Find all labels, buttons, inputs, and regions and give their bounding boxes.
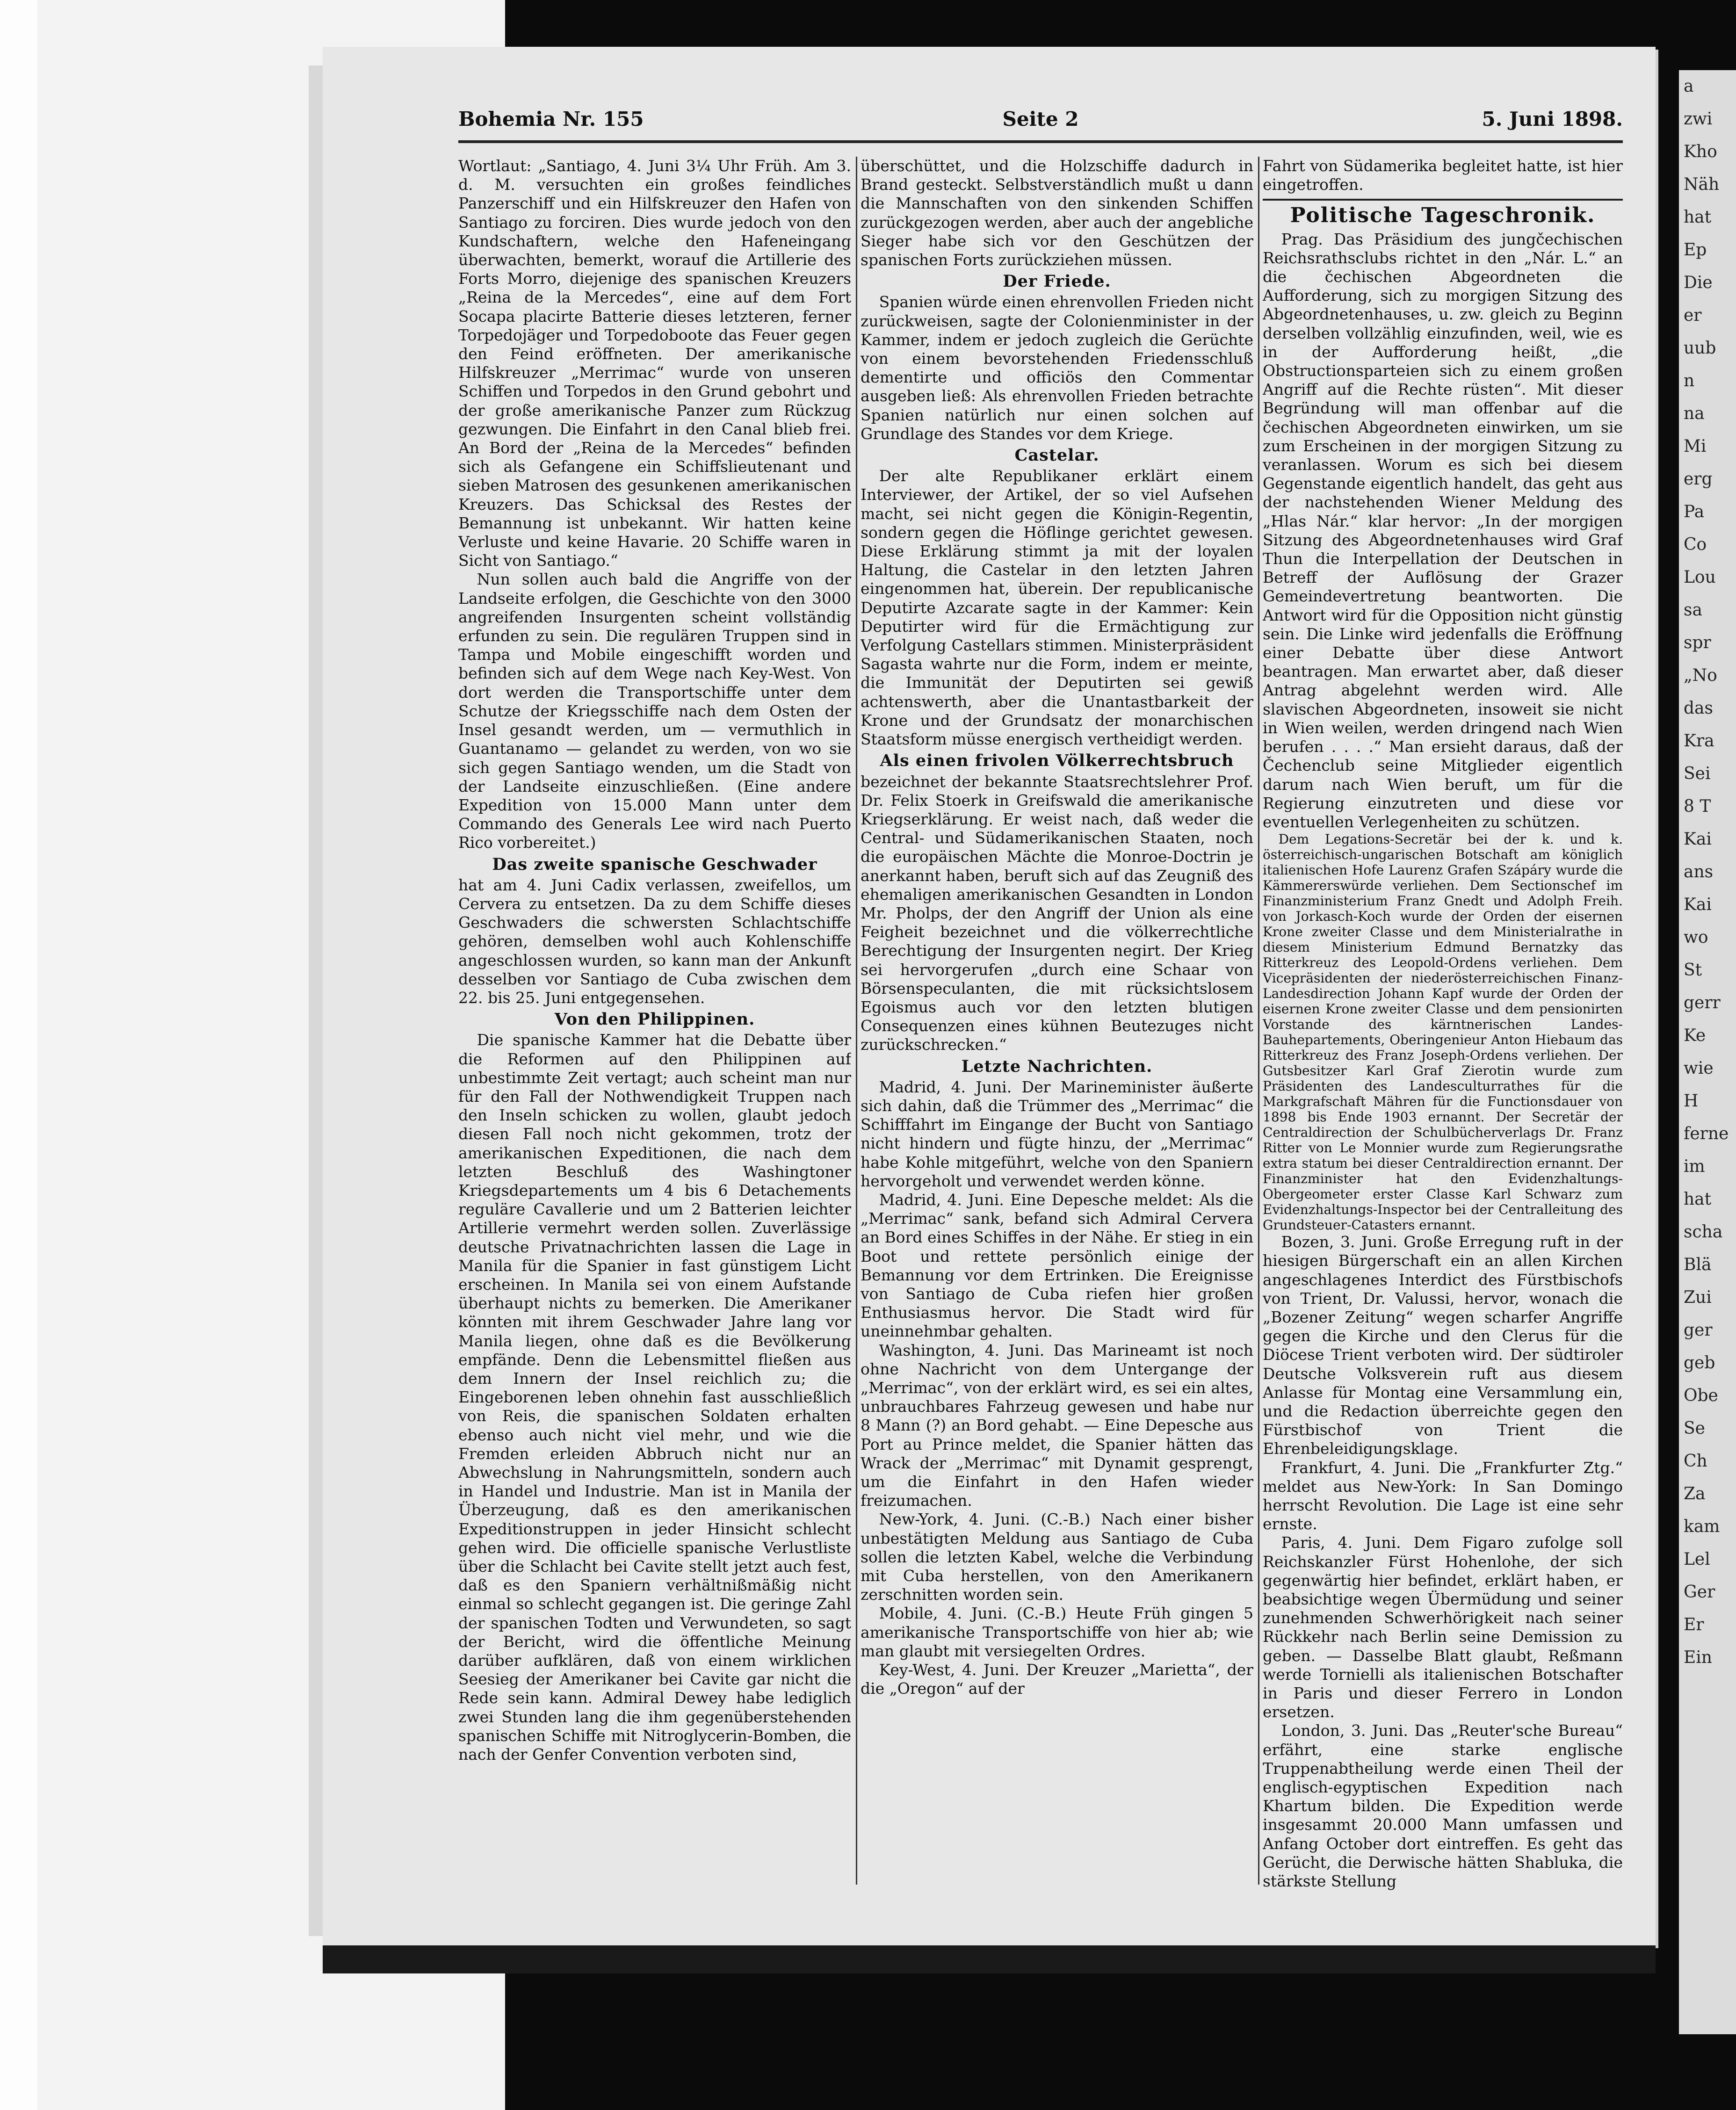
next-page-fragment: Lou [1684,568,1716,587]
next-page-fragment: geb [1684,1353,1715,1373]
next-page-fragment: uub [1684,339,1716,358]
next-page-edge [1679,70,1736,2034]
column-divider [856,157,857,1885]
column-divider [1258,157,1259,1885]
article-paragraph: Spanien würde einen ehrenvollen Frieden nicht zurückweisen, sagte der Colonienminister in der Kammer, indem er jedoch zugleich die Gerüchte von einem bevorstehenden Friedensschluß dementirte und officiös den Commentar ausgeben ließ: Als ehrenvollen Frieden betrachte Spanien natürlich nur einen solchen auf Grundlage des Standes vor dem Kriege. [861,293,1253,443]
article-paragraph: bezeichnet der bekannte Staatsrechtslehrer Prof. Dr. Felix Stoerk in Greifswald die amerikanische Kriegserklärung. Er weist nach, daß weder die Central- und Südamerikanischen Staaten, noch die europäischen Mächte die Monroe-Doctrin je anerkannt haben, beruft sich auf das Zeugniß des ehemaligen amerikanischen Gesandten in London Mr. Pholps, der den Angriff der Union als eine Feigheit bezeichnet und die völkerrechtliche Berechtigung der Insurgenten negirt. Der Krieg sei hervorgerufen „durch eine Schaar von Börsenspeculanten, die mit rücksichtslosem Egoismus auch vor den letzten blutigen Consequenzen eines kühnen Beutezuges nicht zurückschrecken.“ [861,772,1253,1054]
next-page-fragment: Mi [1684,437,1707,456]
next-page-fragment: Blä [1684,1255,1712,1274]
issue-date: 5. Juni 1898. [1482,108,1623,130]
next-page-fragment: wie [1684,1059,1714,1078]
article-paragraph: Der alte Republikaner erklärt einem Interviewer, der Artikel, der so viel Aufsehen macht, sei nicht gegen die Königin-Regentin, sondern gegen die Höflinge gerichtet gewesen. Diese Erklärung stimmt ja mit der loyalen Haltung, die Castelar in den letzten Jahren eingenommen hat, überein. Der republicanische Deputirte Azcarate sagte in der Kammer: Kein Deputirter wird für die Ermächtigung zur Verfolgung Castellars stimmen. Ministerpräsident Sagasta wahrte nur die Form, indem er meinte, die Immunität der Deputirten sei gewiß achtenswerth, aber die Unantastbarkeit der Krone und der Grundsatz der monarchischen Staatsform müsse energisch vertheidigt werden. [861,467,1253,749]
appointments-notice: Dem Legations-Secretär bei der k. und k. österreichisch-ungarischen Botschaft am königlich italienischen Hofe Laurenz Grafen Szápáry wurde die Kämmererswürde verliehen. Dem Sectionschef im Finanzministerium Franz Gnedt und Adolph Freih. von Jorkasch-Koch wurde der Orden der eisernen Krone zweiter Classe und dem Ministerialrathe in diesem Ministerium Edmund Bernatzky das Ritterkreuz des Leopold-Ordens verliehen. Dem Vicepräsidenten der niederösterreichischen Finanz-Landesdirection Johann Kapf wurde der Orden der eisernen Krone zweiter Classe und dem pensionirten Vorstande des kärntnerischen Landes-Bauhepartements, Oberingenieur Anton Hiebaum das Ritterkreuz des Franz Joseph-Ordens verliehen. Der Gutsbesitzer Karl Graf Zierotin wurde zum Präsidenten des Landesculturrathes für die Markgrafschaft Mähren für die Functionsdauer von 1898 bis Ende 1903 ernannt. Der Secretär der Centraldirection der Schulbücherverlags Dr. Franz Ritter von Le Monnier wurde zum Regierungsrathe extra statum bei dieser Centraldirection ernannt. Der Finanzminister hat den Evidenzhaltungs-Obergeometer erster Classe Karl Schwarz zum Evidenzhaltungs-Inspector bei der Centralleitung des Grundsteuer-Catasters ernannt. [1263,831,1623,1233]
next-page-fragment: Pa [1684,502,1705,521]
page-number: Seite 2 [1002,108,1079,130]
news-item: Prag. Das Präsidium des jungčechischen Reichsrathsclubs richtet in den „Nár. L.“ an die čechischen Abgeordneten die Aufforderung, sich zu morgigen Sitzung des Abgeordnetenhauses, u. zw. gleich zu Beginn derselben vollzählig einzufinden, weil, wie es in der Aufforderung heißt, „die Obstructionsparteien sich zu einem großen Angriff auf die Rechte rüsten“. Mit dieser Begründung will man offenbar auf die čechischen Abgeordneten einwirken, um sie zum Erscheinen in der morgigen Sitzung zu veranlassen. Worum es sich bei diesem Gegenstande eigentlich handelt, das geht aus der nachstehenden Wiener Meldung des „Hlas Nár.“ klar hervor: „In der morgigen Sitzung des Abgeordnetenhauses wird Graf Thun die Interpellation der Deutschen in Betreff der Auflösung der Grazer Gemeindevertretung beantworten. Die Antwort wird für die Opposition nicht günstig sein. Die Linke wird jedenfalls die Eröffnung einer Debatte über diese Antwort beantragen. Man erwartet aber, daß dieser Antrag abgelehnt werden wird. Alle slavischen Abgeordneten, insoweit sie nicht in Wien weilen, werden dringend nach Wien berufen . . . .“ Man ersieht daraus, daß der Čechenclub seine Mitglieder eigentlich darum nach Wien beruft, um für die Regierung einzutreten und diese vor eventuellen Verlegenheiten zu schützen. [1263,230,1623,831]
next-page-fragment: kam [1684,1517,1720,1536]
next-page-fragment: Ger [1684,1582,1715,1602]
next-page-fragment: Sei [1684,764,1711,783]
next-page-fragment: ferne [1684,1124,1729,1143]
next-page-fragment: scha [1684,1222,1723,1242]
next-page-fragment: Kho [1684,142,1717,161]
next-page-fragment: hat [1684,1190,1712,1209]
column-3 [1263,157,1623,1894]
next-page-fragment: H [1684,1091,1699,1111]
article-paragraph: überschüttet, und die Holzschiffe dadurch in Brand gesteckt. Selbstverständlich mußt u dann die Mannschaften von den sinkenden Schiffen zurückgezogen werden, aber auch der angebliche Sieger habe sich vor den Geschützen der spanischen Forts zurückziehen müssen. [861,157,1253,269]
page-header [458,98,1623,140]
next-page-fragment: Lel [1684,1550,1710,1569]
article-paragraph: Die spanische Kammer hat die Debatte über die Reformen auf den Philippinen auf unbestimmte Zeit vertagt; auch scheint man nur für den Fall der Nothwendigkeit Truppen nach den Inseln schicken zu wollen, glaubt jedoch diesen Fall noch nicht gekommen, trotz der amerikanischen Expeditionen, die nach dem letzten Beschluß des Washingtoner Kriegsdepartements um 4 bis 6 Detachements reguläre Cavallerie und um 2 Batterien leichter Artillerie vermehrt werden sollen. Zuverlässige deutsche Privatnachrichten lassen die Lage in Manila für die Spanier in fast günstigem Licht erscheinen. In Manila sei von einem Aufstande überhaupt nichts zu bemerken. Die Amerikaner könnten mit ihrem Geschwader Jahre lang vor Manila liegen, ohne daß es die Bevölkerung empfände. Denn die Lebensmittel fließen aus dem Innern der Insel reichlich zu; die Eingeborenen leben ohnehin fast ausschließlich von Reis, die spanischen Soldaten erhalten ebenso auch nicht viel mehr, und wie die Fremden erleiden Abbruch nicht nur an Abwechslung in Nahrungsmitteln, sondern auch in Handel und Industrie. Man ist in Manila der Überzeugung, daß es den amerikanischen Expeditionstruppen in jeder Hinsicht schlecht gehen wird. Die officielle spanische Verlustliste über die Schlacht bei Cavite stellt jetzt auch fest, daß es den Spaniern verhältnißmäßig nicht einmal so schlecht gegangen ist. Die geringe Zahl der spanischen Todten und Verwundeten, so sagt der Bericht, wird die öffentliche Meinung darüber aufklären, daß von einem wirklichen Seesieg der Amerikaner bei Cavite gar nicht die Rede sein kann. Admiral Dewey habe lediglich zwei Stunden lang die ihm gegenüberstehenden spanischen Schiffe mit Nitroglycerin-Bomben, die nach der Genfer Convention verboten sind, [458,1031,851,1764]
next-page-fragment: Ep [1684,240,1707,260]
next-page-fragment: spr [1684,633,1711,652]
news-item: Frankfurt, 4. Juni. Die „Frankfurter Ztg.“ meldet aus New-York: In San Domingo herrscht Revolution. Die Lage ist eine sehr ernste. [1263,1458,1623,1533]
next-page-fragment: das [1684,699,1713,718]
news-item: Madrid, 4. Juni. Eine Depesche meldet: Als die „Merrimac“ sank, befand sich Admiral Cervera an Bord eines Schiffes in der Nähe. Er stieg in ein Boot und rettete persönlich einige der Bemannung vor dem Ertrinken. Die Ereignisse von Santiago de Cuba riefen hier großen Enthusiasmus hervor. Die Stadt wird für uneinnehmbar gehalten. [861,1190,1253,1341]
next-page-fragment: erg [1684,470,1713,489]
next-page-fragment: zwi [1684,109,1713,129]
next-page-fragment: 8 T [1684,797,1711,816]
next-page-fragment: Die [1684,273,1713,292]
section-heading: Der Friede. [1003,272,1111,291]
section-heading: Als einen frivolen Völkerrechtsbruch [880,751,1234,771]
masthead-issue: Bohemia Nr. 155 [458,108,644,130]
column-1 [458,157,851,1894]
next-page-fragment: Er [1684,1615,1704,1634]
news-item: Key-West, 4. Juni. Der Kreuzer „Marietta“, der die „Oregon“ auf der [861,1661,1253,1698]
news-item: New-York, 4. Juni. (C.-B.) Nach einer bisher unbestätigten Meldung aus Santiago de Cuba sollen die letzten Kabel, welche die Verbindung mit Cuba herstellen, von den Amerikanern zerschnitten worden sein. [861,1510,1253,1604]
next-page-fragment: „No [1684,666,1717,685]
next-page-fragment: Co [1684,535,1707,554]
news-item: Mobile, 4. Juni. (C.-B.) Heute Früh gingen 5 amerikanische Transportschiffe von hier ab; wie man glaubt mit versiegelten Ordres. [861,1604,1253,1660]
news-item: Madrid, 4. Juni. Der Marineminister äußerte sich dahin, daß die Trümmer des „Merrimac“ die Schifffahrt im Eingange der Bucht von Santiago nicht hindern und fügte hinzu, der „Merrimac“ habe Kohle mitgeführt, welche von den Spaniern hervorgeholt und verwendet werden könne. [861,1077,1253,1190]
article-paragraph: Fahrt von Südamerika begleitet hatte, ist hier eingetroffen. [1263,157,1623,194]
header-rule [458,140,1623,143]
column-2 [861,157,1253,1894]
next-page-fragment: Kai [1684,895,1712,914]
next-page-fragment: gerr [1684,993,1721,1012]
next-page-fragment: er [1684,306,1702,325]
newspaper-page [323,47,1656,1945]
next-page-fragment: St [1684,961,1702,980]
next-page-fragment: Obe [1684,1386,1718,1405]
next-page-fragment: Ch [1684,1452,1707,1471]
section-heading: Letzte Nachrichten. [961,1056,1153,1076]
next-page-fragment: na [1684,404,1705,423]
section-title: Politische Tageschronik. [1290,203,1596,228]
next-page-fragment: Se [1684,1419,1705,1438]
next-page-fragment: Ke [1684,1026,1706,1045]
section-heading: Das zweite spanische Geschwader [492,854,817,874]
next-page-fragment: sa [1684,600,1702,620]
page-bottom-shadow [323,1945,1656,1973]
news-item: Washington, 4. Juni. Das Marineamt ist noch ohne Nachricht von dem Untergange der „Merrimac“, von der erklärt wird, es sei ein altes, unbrauchbares Fahrzeug gewesen und habe nur 8 Mann (?) an Bord gehabt. — Eine Depesche aus Port au Prince meldet, die Spanier hätten das Wrack der „Merrimac“ mit Dynamit gesprengt, um die Einfahrt in den Hafen wieder freizumachen. [861,1341,1253,1510]
next-page-fragment: a [1684,77,1694,96]
news-item: Bozen, 3. Juni. Große Erregung ruft in der hiesigen Bürgerschaft ein an allen Kirchen angeschlagenes Interdict des Fürstbischofs von Trient, Dr. Valussi, hervor, wonach die „Bozener Zeitung“ wegen scharfer Angriffe gegen die Kirche und den Clerus für die Diöcese Trient verboten wird. Der südtiroler Deutsche Volksverein ruft aus diesem Anlasse für Montag eine Versammlung ein, und die Redaction überreichte gegen den Fürstbischof von Trient die Ehrenbeleidigungsklage. [1263,1233,1623,1458]
next-page-fragment: n [1684,371,1695,390]
next-page-fragment: wo [1684,928,1708,947]
next-page-fragment: ans [1684,862,1714,882]
next-page-fragment: Ein [1684,1648,1712,1667]
next-page-fragment: Kra [1684,731,1714,751]
news-item: London, 3. Juni. Das „Reuter'sche Bureau“ erfährt, eine starke englische Truppenabtheilung werde einen Theil der englisch-egyptischen Expedition nach Khartum bilden. Die Expedition werde insgesammt 20.000 Mann umfassen und Anfang October dort eintreffen. Es geht das Gerücht, die Derwische hätten Shabluka, die stärkste Stellung [1263,1721,1623,1891]
next-page-fragment: hat [1684,208,1712,227]
next-page-fragment: Za [1684,1484,1706,1503]
news-item: Paris, 4. Juni. Dem Figaro zufolge soll Reichskanzler Fürst Hohenlohe, der sich gegenwärtig hier befindet, erklärt haben, er beabsichtige wegen Übermüdung und seiner zunehmenden Schwerhörigkeit nach seiner Rückkehr nach Berlin seine Demission zu geben. — Dasselbe Blatt glaubt, Reßmann werde Tornielli als italienischen Botschafter in Paris und dieser Ferrero in London ersetzen. [1263,1533,1623,1721]
section-rule [1263,199,1623,201]
next-page-fragment: Näh [1684,175,1720,194]
next-page-fragment: Kai [1684,830,1712,849]
article-paragraph: Nun sollen auch bald die Angriffe von der Landseite erfolgen, die Geschichte von den 3000 angreifenden Insurgenten scheint vollständig erfunden zu sein. Die regulären Truppen sind in Tampa und Mobile eingeschifft worden und befinden sich auf dem Wege nach Key-West. Von dort werden die Transportschiffe unter dem Schutze der Kriegsschiffe nach dem Osten der Insel gesandt werden, um — vermuthlich in Guantanamo — gelandet zu werden, von wo sie sich gegen Santiago wenden, um die Stadt von der Landseite einzuschließen. (Eine andere Expedition von 15.000 Mann unter dem Commando des Generals Lee wird nach Puerto Rico vorbereitet.) [458,570,851,852]
next-page-fragment: ger [1684,1321,1713,1340]
article-paragraph: Wortlaut: „Santiago, 4. Juni 3¼ Uhr Früh. Am 3. d. M. versuchten ein großes feindliches Panzerschiff und ein Hilfskreuzer den Hafen von Santiago zu forciren. Dies wurde jedoch von den Kundschaftern, welche den Hafeneingang überwachten, bemerkt, worauf die Artillerie des Forts Morro, diejenige des spanischen Kreuzers „Reina de la Mercedes“, eine auf dem Fort Socapa placirte Batterie dieses letzteren, ferner Torpedojäger und Torpedoboote das Feuer gegen den Feind eröffneten. Der amerikanische Hilfskreuzer „Merrimac“ wurde von unseren Schiffen und Torpedos in den Grund gebohrt und der große amerikanische Panzer zum Rückzug gezwungen. Die Einfahrt in den Canal blieb frei. An Bord der „Reina de la Mercedes“ befinden sich als Gefangene ein Schiffslieutenant und sieben Matrosen des gesunkenen amerikanischen Kreuzers. Das Schicksal des Restes der Bemannung ist unbekannt. Wir hatten keine Verluste und keine Havarie. 20 Schiffe waren in Sicht von Santiago.“ [458,157,851,570]
article-paragraph: hat am 4. Juni Cadix verlassen, zweifellos, um Cervera zu entsetzen. Da zu dem Schiffe dieses Geschwaders die schwersten Schlachtschiffe gehören, demselben wohl auch Kohlenschiffe angeschlossen wurden, so kann man der Ankunft desselben vor Santiago de Cuba zwischen dem 22. bis 25. Juni entgegensehen. [458,875,851,1007]
next-page-fragment: Zui [1684,1288,1712,1307]
section-heading: Castelar. [1014,446,1099,465]
next-page-fragment: im [1684,1157,1705,1176]
section-heading: Von den Philippinen. [554,1010,755,1029]
